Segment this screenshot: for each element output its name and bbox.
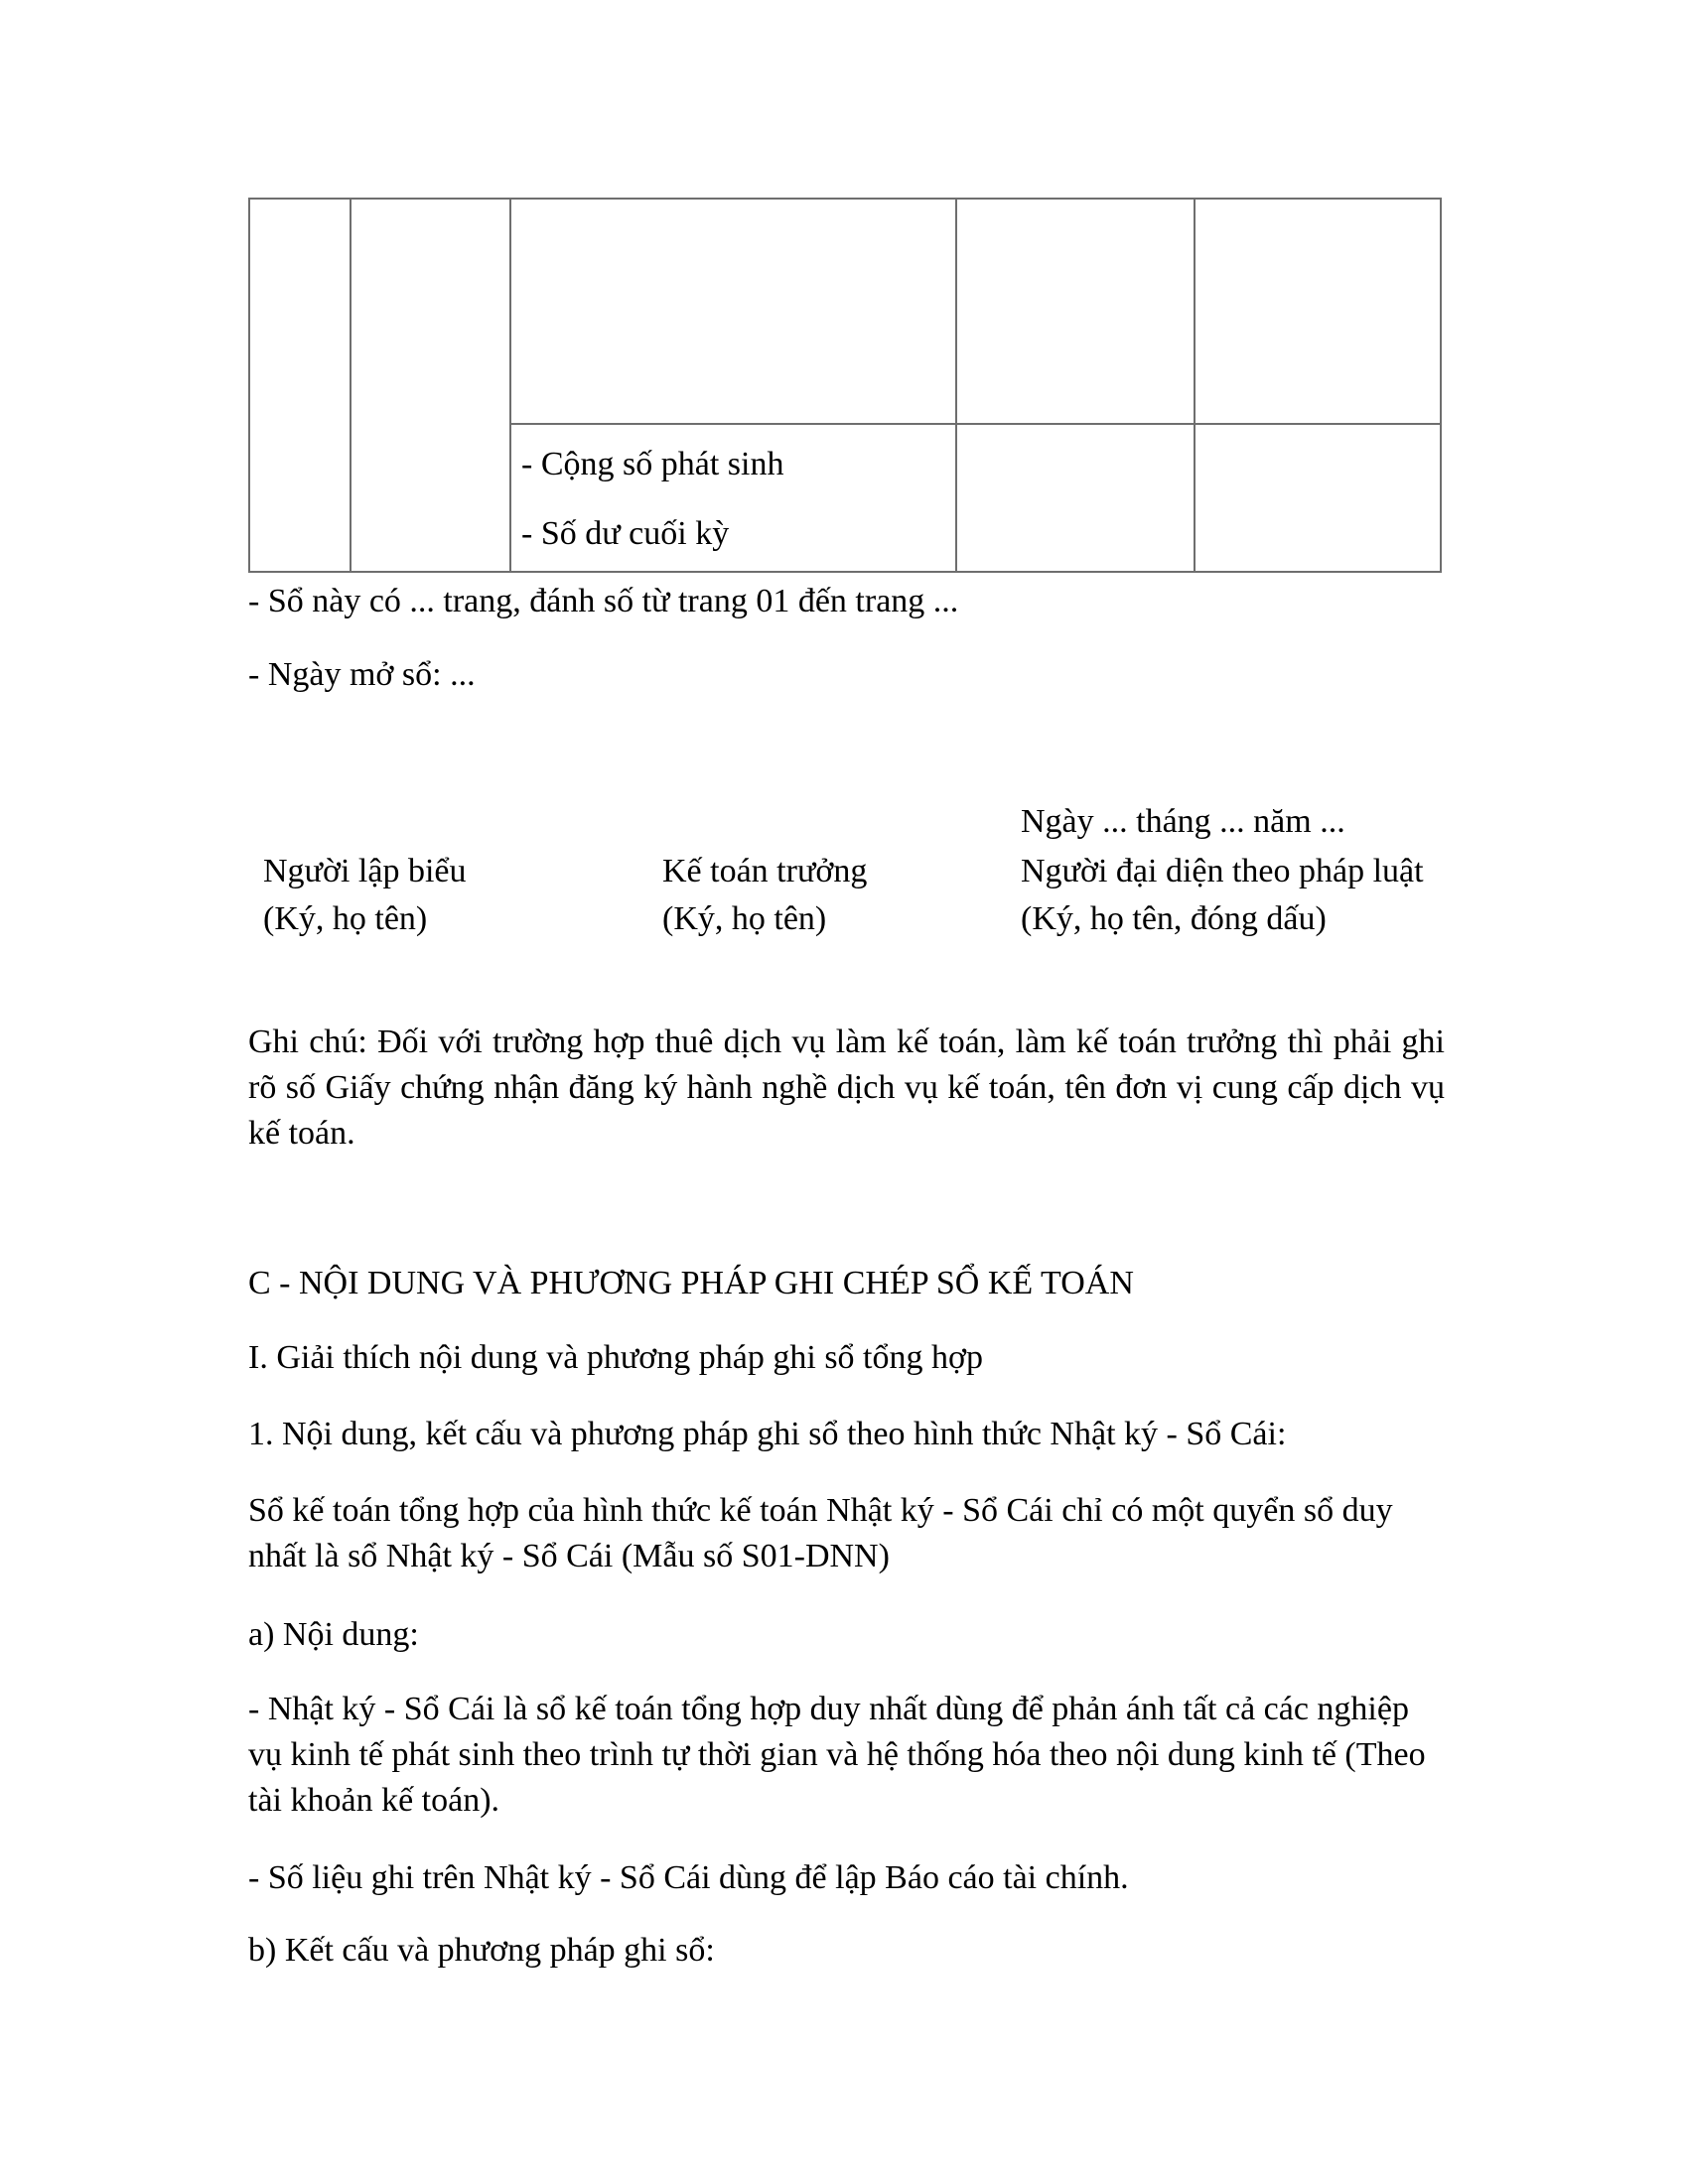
table-column-line-1 [350, 200, 352, 571]
pages-note: - Sổ này có ... trang, đánh số từ trang 01 đến trang ... [248, 583, 959, 619]
table-column-line-3 [955, 200, 957, 571]
signer-subtitle: (Ký, họ tên, đóng dấu) [1021, 900, 1327, 937]
signer-subtitle: (Ký, họ tên) [263, 900, 428, 937]
signer-title: Người đại diện theo pháp luật [1021, 853, 1424, 889]
signer-nguoi-lap-bieu [263, 848, 466, 943]
note-paragraph: Ghi chú: Đối với trường hợp thuê dịch vụ làm kế toán, làm kế toán trưởng thì phải ghi rõ số Giấy chứng nhận đăng ký hành nghề dịch vụ kế toán, tên đơn vị cung cấp dịch vụ kế toán. [248, 1024, 1445, 1152]
heading-1: 1. Nội dung, kết cấu và phương pháp ghi sổ theo hình thức Nhật ký - Sổ Cái: [248, 1416, 1287, 1452]
summary-line-cong-so-phat-sinh: - Cộng số phát sinh [521, 446, 784, 482]
heading-c: C - NỘI DUNG VÀ PHƯƠNG PHÁP GHI CHÉP SỔ KẾ TOÁN [248, 1265, 1134, 1301]
signer-title: Kế toán trưởng [662, 853, 868, 889]
para-so-lieu: - Số liệu ghi trên Nhật ký - Sổ Cái dùng để lập Báo cáo tài chính. [248, 1859, 1129, 1896]
para-so-ke-toan-tong-hop: Sổ kế toán tổng hợp của hình thức kế toán Nhật ký - Sổ Cái chỉ có một quyển sổ duy nhất là sổ Nhật ký - Sổ Cái (Mẫu số S01-DNN) [248, 1492, 1393, 1574]
table-row-divider [509, 423, 1440, 425]
signer-title: Người lập biểu [263, 853, 467, 889]
heading-a: a) Nội dung: [248, 1616, 419, 1653]
signer-nguoi-dai-dien [1021, 848, 1442, 943]
table-column-line-4 [1194, 200, 1196, 571]
heading-i: I. Giải thích nội dung và phương pháp ghi sổ tổng hợp [248, 1339, 983, 1376]
signer-subtitle: (Ký, họ tên) [662, 900, 827, 937]
summary-line-so-du-cuoi-ky: - Số dư cuối kỳ [521, 515, 730, 552]
ledger-table [248, 198, 1442, 573]
signer-ke-toan-truong [662, 848, 867, 943]
heading-b: b) Kết cấu và phương pháp ghi sổ: [248, 1932, 715, 1969]
open-date-note: - Ngày mở sổ: ... [248, 656, 476, 693]
para-nhat-ky-so-cai: - Nhật ký - Sổ Cái là sổ kế toán tổng hợp duy nhất dùng để phản ánh tất cả các nghiệp vụ kinh tế phát sinh theo trình tự thời gian và hệ thống hóa theo nội dung kinh tế (Theo tài khoản kế toán). [248, 1691, 1426, 1819]
table-column-line-2 [509, 200, 511, 571]
signature-date-line: Ngày ... tháng ... năm ... [1021, 803, 1345, 840]
